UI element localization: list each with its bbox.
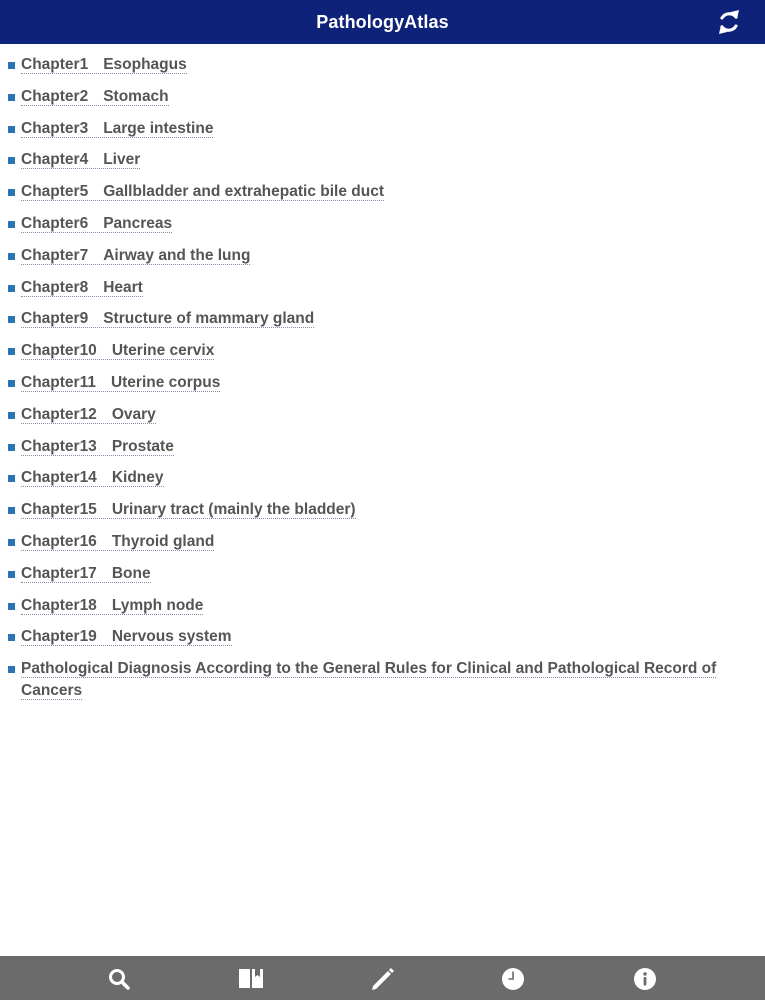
refresh-icon xyxy=(717,9,741,35)
bullet-icon xyxy=(8,380,15,387)
list-item xyxy=(0,340,765,372)
chapter-link[interactable]: Chapter2 Stomach xyxy=(21,87,169,105)
chapter-link[interactable]: Chapter16 Thyroid gland xyxy=(21,532,215,550)
pencil-icon xyxy=(370,966,396,992)
bullet-icon xyxy=(8,126,15,133)
chapter-link[interactable]: Chapter19 Nervous system xyxy=(21,628,232,646)
chapter-link[interactable]: Chapter11 Uterine corpus xyxy=(21,373,221,391)
bullet-icon xyxy=(8,412,15,419)
list-item xyxy=(0,308,765,340)
search-icon xyxy=(107,967,131,991)
chapter-link[interactable]: Chapter7 Airway and the lung xyxy=(21,246,251,264)
chapter-link[interactable]: Chapter3 Large intestine xyxy=(21,119,214,137)
list-item xyxy=(0,563,765,595)
bookmark-book-icon xyxy=(238,967,264,991)
chapter-list-view[interactable] xyxy=(0,44,765,956)
bullet-icon xyxy=(8,94,15,101)
app-title: PathologyAtlas xyxy=(316,11,449,32)
list-item xyxy=(0,86,765,118)
bullet-icon xyxy=(8,539,15,546)
edit-notes-button[interactable] xyxy=(370,966,396,992)
list-item xyxy=(0,531,765,563)
history-button[interactable] xyxy=(500,966,526,992)
refresh-button[interactable] xyxy=(715,8,743,36)
navigation-bar xyxy=(0,0,765,44)
list-item xyxy=(0,436,765,468)
bullet-icon xyxy=(8,603,15,610)
search-button[interactable] xyxy=(106,966,132,992)
chapter-link[interactable]: Chapter6 Pancreas xyxy=(21,214,173,232)
list-item xyxy=(0,467,765,499)
chapter-link[interactable]: Chapter5 Gallbladder and extrahepatic bile duct xyxy=(21,183,384,201)
bullet-icon xyxy=(8,634,15,641)
chapter-link[interactable]: Chapter4 Liver xyxy=(21,151,141,169)
chapter-link[interactable]: Chapter15 Urinary tract (mainly the bladder) xyxy=(21,501,356,519)
appendix-link[interactable]: Pathological Diagnosis According to the General Rules for Clinical and Pathological Record of Cancers xyxy=(21,660,717,700)
list-item xyxy=(0,149,765,181)
chapter-link[interactable]: Chapter9 Structure of mammary gland xyxy=(21,310,315,328)
chapter-link[interactable]: Chapter12 Ovary xyxy=(21,405,156,423)
chapter-link[interactable]: Chapter18 Lymph node xyxy=(21,596,204,614)
list-item xyxy=(0,658,765,702)
bullet-icon xyxy=(8,444,15,451)
list-item xyxy=(0,245,765,277)
list-item xyxy=(0,595,765,627)
bullet-icon xyxy=(8,157,15,164)
bullet-icon xyxy=(8,253,15,260)
clock-icon xyxy=(501,967,525,991)
list-item xyxy=(0,626,765,658)
list-item xyxy=(0,499,765,531)
bullet-icon xyxy=(8,348,15,355)
list-item xyxy=(0,213,765,245)
bullet-icon xyxy=(8,666,15,673)
bullet-icon xyxy=(8,571,15,578)
bullet-icon xyxy=(8,221,15,228)
chapter-link[interactable]: Chapter8 Heart xyxy=(21,278,143,296)
bottom-toolbar xyxy=(0,956,765,1000)
info-button[interactable] xyxy=(632,966,658,992)
bookmarks-button[interactable] xyxy=(238,966,264,992)
bullet-icon xyxy=(8,507,15,514)
bullet-icon xyxy=(8,189,15,196)
bullet-icon xyxy=(8,285,15,292)
chapter-link[interactable]: Chapter14 Kidney xyxy=(21,469,164,487)
chapter-link[interactable]: Chapter10 Uterine cervix xyxy=(21,342,215,360)
bullet-icon xyxy=(8,316,15,323)
list-item xyxy=(0,118,765,150)
list-item xyxy=(0,277,765,309)
chapter-link[interactable]: Chapter1 Esophagus xyxy=(21,56,187,73)
list-item xyxy=(0,404,765,436)
list-item xyxy=(0,372,765,404)
bullet-icon xyxy=(8,62,15,69)
list-item xyxy=(0,54,765,86)
chapter-link[interactable]: Chapter17 Bone xyxy=(21,564,151,582)
chapter-link[interactable]: Chapter13 Prostate xyxy=(21,437,174,455)
bullet-icon xyxy=(8,475,15,482)
chapter-list xyxy=(0,44,765,702)
list-item xyxy=(0,181,765,213)
info-icon xyxy=(633,967,657,991)
